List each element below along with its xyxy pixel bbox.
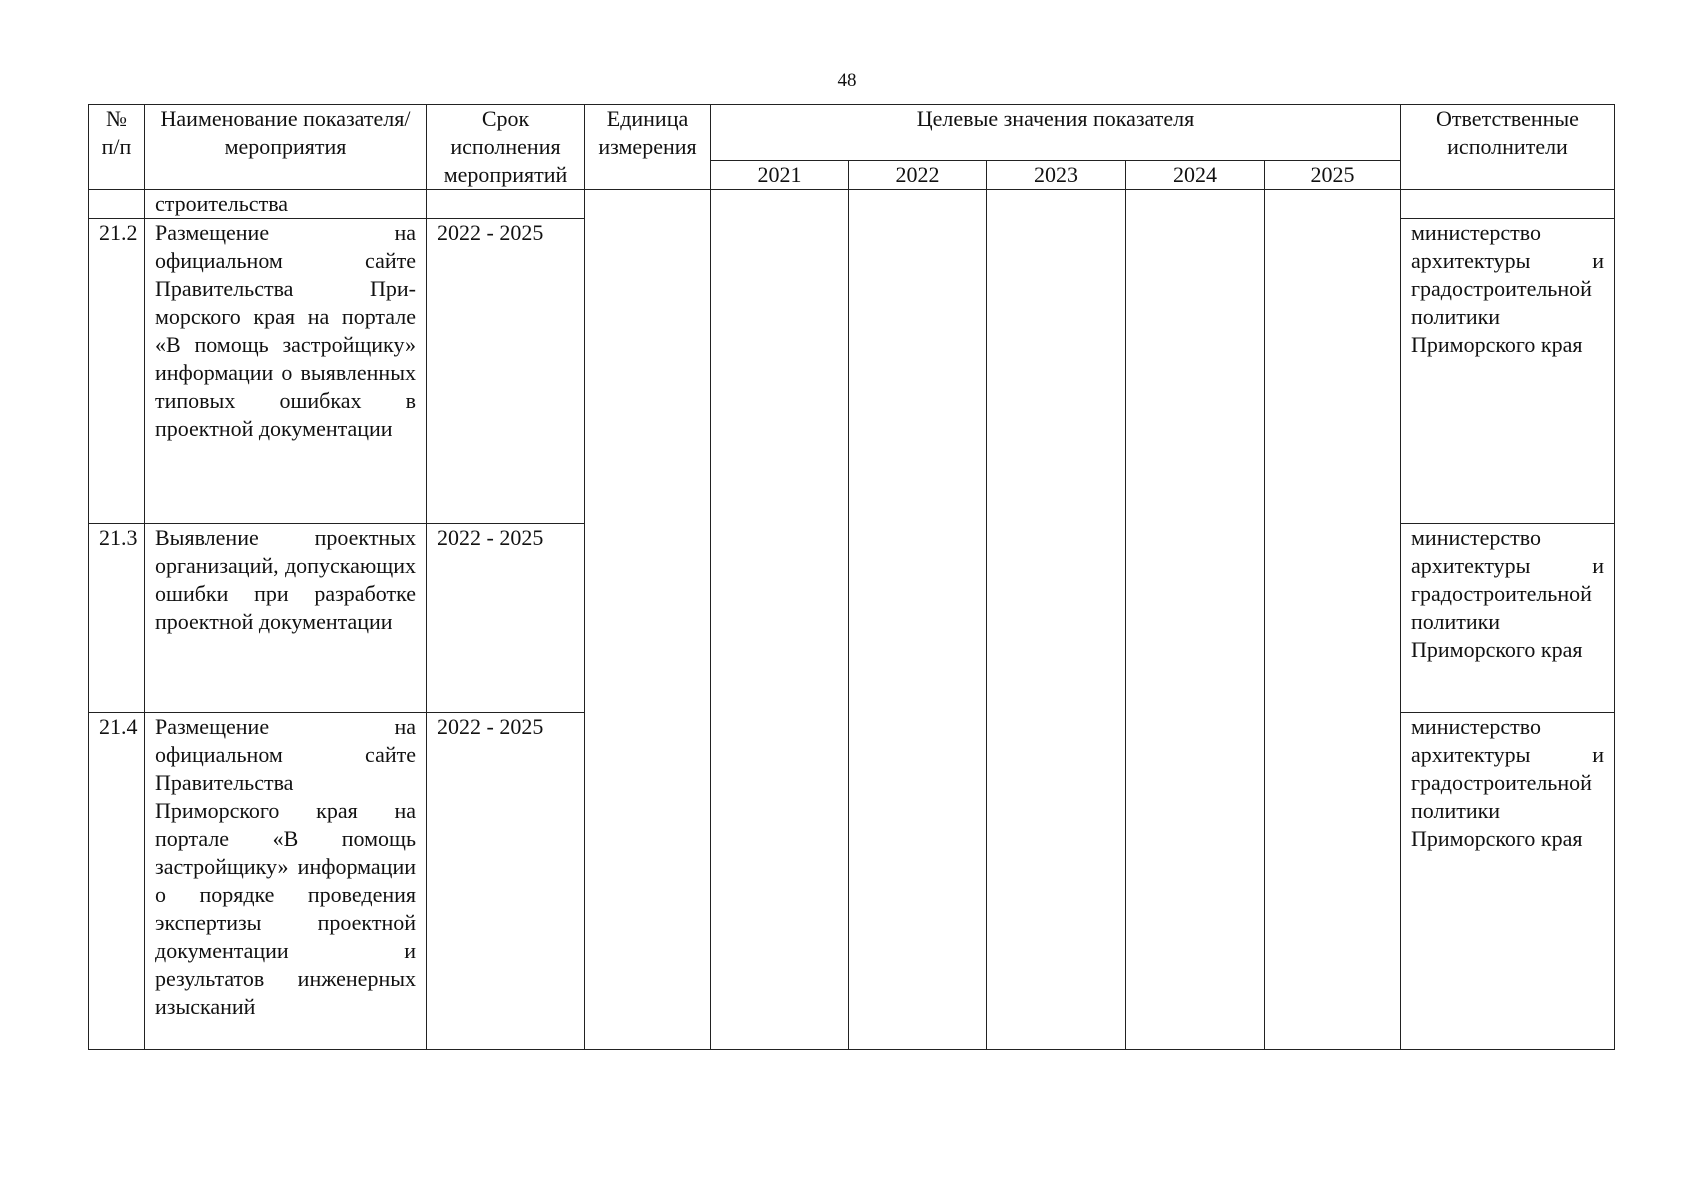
row-value-2024 (1126, 190, 1265, 1050)
row-responsible: министерство архитектуры и градостроительной политики Приморского края (1401, 713, 1615, 1050)
row-unit (585, 190, 711, 1050)
row-num: 21.2 (89, 219, 145, 524)
header-year-2022: 2022 (849, 161, 987, 190)
row-value-2021 (711, 190, 849, 1050)
row-term (427, 190, 585, 219)
row-responsible (1401, 190, 1615, 219)
row-name: Выявление проектных организаций, допускающих ошибки при разработке проектной документации (145, 524, 427, 713)
row-value-2023 (987, 190, 1126, 1050)
header-name: Наименование показателя/мероприятия (145, 105, 427, 190)
header-term: Срок исполнения мероприятий (427, 105, 585, 190)
header-year-2021: 2021 (711, 161, 849, 190)
row-name: строительства (145, 190, 427, 219)
table-row (89, 190, 1615, 219)
header-targets: Целевые значения показателя (711, 105, 1401, 161)
row-term: 2022 - 2025 (427, 219, 585, 524)
header-responsible: Ответственные исполнители (1401, 105, 1615, 190)
row-name: Размещение на официальном сайте Правительства При-морского края на портале «В помощь застройщику» информации о выявленных типовых ошибках в проектной документации (145, 219, 427, 524)
row-responsible: министерство архитектуры и градостроительной политики Приморского края (1401, 219, 1615, 524)
table-header (89, 105, 1615, 190)
header-unit: Единица измерения (585, 105, 711, 190)
row-num: 21.3 (89, 524, 145, 713)
row-term: 2022 - 2025 (427, 524, 585, 713)
row-term: 2022 - 2025 (427, 713, 585, 1050)
indicators-table (88, 104, 1615, 1050)
header-year-2024: 2024 (1126, 161, 1265, 190)
row-responsible: министерство архитектуры и градостроительной политики Приморского края (1401, 524, 1615, 713)
header-year-2025: 2025 (1265, 161, 1401, 190)
row-value-2022 (849, 190, 987, 1050)
row-num: 21.4 (89, 713, 145, 1050)
row-name: Размещение на официальном сайте Правительства Приморского края на портале «В помощь застройщику» информации о порядке проведения экспертизы проектной документации и результатов инженерных изысканий (145, 713, 427, 1050)
table-body (89, 190, 1615, 1050)
header-year-2023: 2023 (987, 161, 1126, 190)
row-value-2025 (1265, 190, 1401, 1050)
row-num (89, 190, 145, 219)
page-number: 48 (837, 70, 857, 91)
header-num: № п/п (89, 105, 145, 190)
